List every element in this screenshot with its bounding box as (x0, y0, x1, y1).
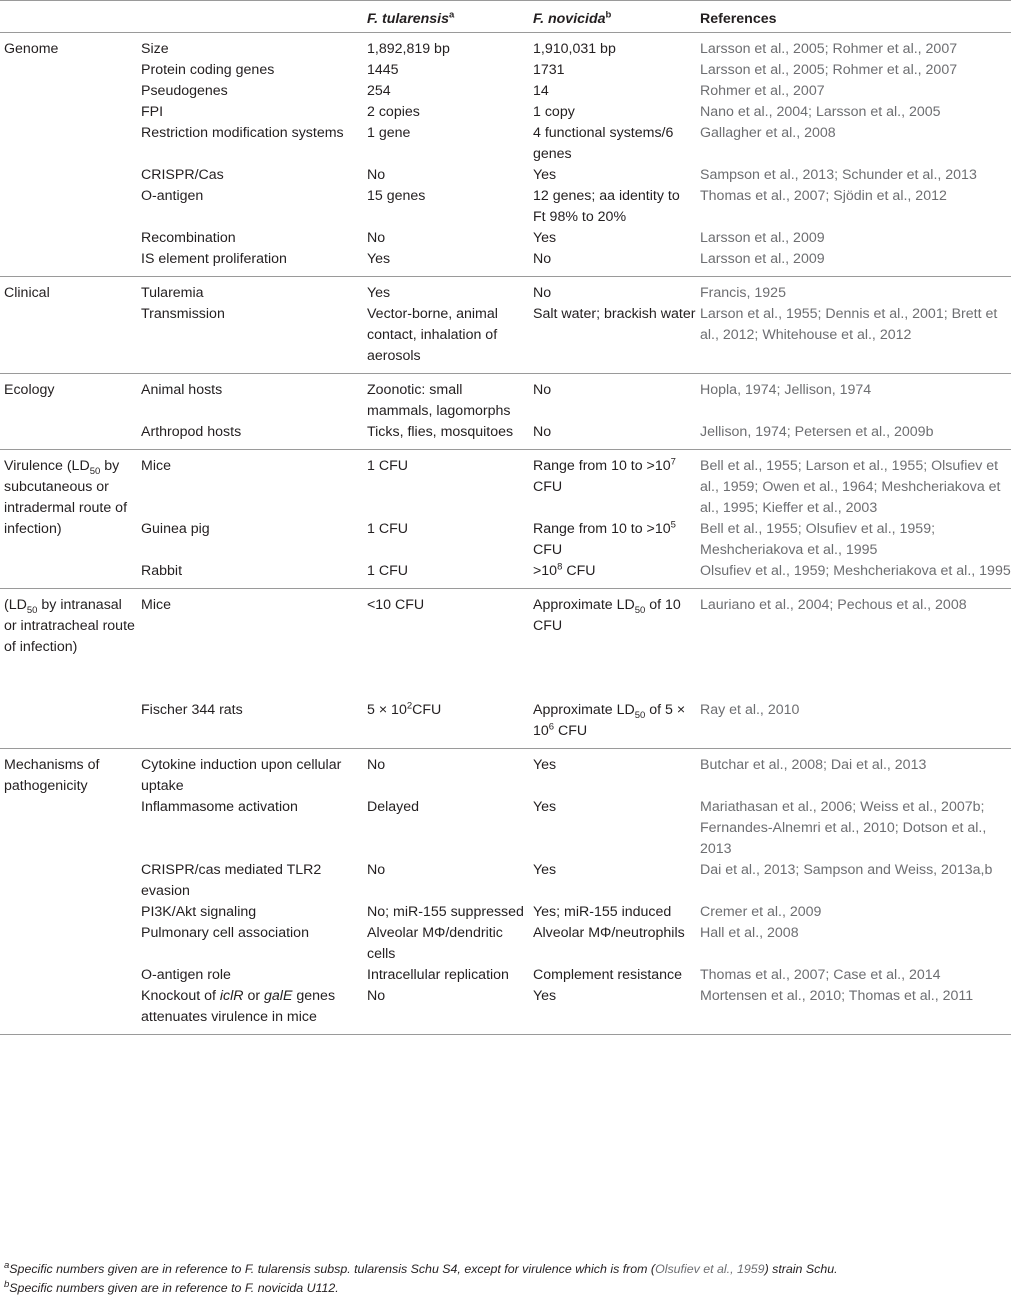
table-row: Protein coding genes 1445 1731 Larsson et al., 2005; Rohmer et al., 2007 (141, 62, 958, 78)
table-row: ($LD_{50}$ by intranasal or intratracheal route of infection) Mice <10 CFU Approximate $LD_{50}$ of 10 CFU Lauriano et al., 2004; Pechous et al., 2008 (0, 589, 1011, 638)
table-row: Ecology Animal hosts Zoonotic: small mammals, lagomorphs No Hopla, 1974; Jellison, 1974 (0, 374, 1011, 423)
section-genome (0, 33, 1011, 277)
table-row: Clinical Tularemia Yes No Francis, 1925 (0, 277, 1011, 305)
table-row: Fischer 344 rats $5 \times 10^2CFU$ Approximate $LD_{50}$ of $5 \times 10^6$ CFU Ray et al., 2010 (141, 700, 800, 739)
table-row: Knockout of iclR or galE genes attenuates virulence in mice No Yes Mortensen et al., 2010; Thomas et al., 2011 (141, 988, 974, 1025)
table-row: IS element proliferation Yes No Larsson et al., 2009 (141, 251, 825, 267)
section-label: ($LD_{50}$ by intranasal or intratracheal route of infection) (4, 597, 135, 655)
section-label: Genome (4, 41, 59, 57)
table-row: CRISPR/Cas No Yes Sampson et al., 2013; Schunder et al., 2013 (141, 167, 977, 183)
table-row: Restriction modification systems 1 gene 4 functional systems/6 genes Gallagher et al., 2008 (141, 125, 836, 162)
table-row: Recombination No Yes Larsson et al., 2009 (141, 230, 825, 246)
section-clinical (0, 277, 1011, 374)
footnote-a: $^a$Specific numbers given are in reference to F. tularensis subsp. tularensis Schu S4, except for virulence which is from (Olsufiev et al., 1959) strain Schu. (4, 1259, 838, 1276)
section-label: Clinical (4, 285, 50, 301)
table-row: Pulmonary cell association Alveolar MΦ/dendritic cells Alveolar MΦ/neutrophils Hall et al., 2008 (141, 925, 799, 962)
table-row: Transmission Vector-borne, animal contact, inhalation of aerosols Salt water; brackish water Larson et al., 1955; Dennis et al., 2001; Brett et al., 2012; Whitehouse et al., 2012 (141, 306, 998, 364)
table-row: Rabbit 1 CFU $>10^8$ CFU Olsufiev et al., 1959; Meshcheriakova et al., 1995 (141, 561, 1011, 579)
table-row: CRISPR/cas mediated TLR2 evasion No Yes Dai et al., 2013; Sampson and Weiss, 2013a,b (141, 862, 993, 899)
table-row: PI3K/Akt signaling No; miR-155 suppressed Yes; miR-155 induced Cremer et al., 2009 (141, 904, 822, 920)
section-label: Mechanisms of pathogenicity (4, 757, 100, 794)
table-row: FPI 2 copies 1 copy Nano et al., 2004; Larsson et al., 2005 (141, 104, 941, 120)
header-category (0, 1, 137, 33)
table-row: Mechanisms of pathogenicity Cytokine induction upon cellular uptake No Yes Butchar et al., 2008; Dai et al., 2013 (0, 749, 1011, 798)
table-row: O-antigen 15 genes 12 genes; aa identity to Ft 98% to 20% Thomas et al., 2007; Sjödin et al., 2012 (141, 188, 947, 225)
table-row: Virulence ($LD_{50}$ by subcutaneous or intradermal route of infection) Mice 1 CFU Range from 10 to $>10^7$ CFU Bell et al., 1955; Larson et al., 1955; Olsufiev et al., 1959; Owen et al., 1964; Meshcheriakova et al., 1995; Kieffer et al., 2003 (0, 450, 1011, 520)
table-row: Pseudogenes 254 14 Rohmer et al., 2007 (141, 83, 825, 99)
section-virulence-intranasal (0, 589, 1011, 749)
table-header (0, 1, 1011, 33)
citation-link[interactable]: Olsufiev et al., 1959 (655, 1262, 765, 1276)
table-row: O-antigen role Intracellular replication Complement resistance Thomas et al., 2007; Case et al., 2014 (141, 967, 941, 983)
section-mechanisms (0, 749, 1011, 1035)
table-footnotes (4, 1260, 1004, 1298)
section-ecology (0, 374, 1011, 450)
header-references: References (700, 11, 777, 27)
footnote-b: $^b$Specific numbers given are in reference to F. novicida U112. (4, 1278, 339, 1295)
table-row: Guinea pig 1 CFU Range from 10 to $>10^5$ CFU Bell et al., 1955; Olsufiev et al., 1959; Meshcheriakova et al., 1995 (141, 519, 936, 558)
header-parameter (137, 1, 363, 33)
section-label: Ecology (4, 382, 55, 398)
table-row: Inflammasome activation Delayed Yes Mariathasan et al., 2006; Weiss et al., 2007b; Fernandes-Alnemri et al., 2010; Dotson et al., 2013 (141, 799, 987, 857)
header-f-novicida: F. novicida$^b$ (533, 9, 612, 27)
table-row: Arthropod hosts Ticks, flies, mosquitoes No Jellison, 1974; Petersen et al., 2009b (141, 424, 934, 440)
section-label: Virulence ($LD_{50}$ by subcutaneous or intradermal route of infection) (4, 458, 128, 537)
header-f-tularensis: F. tularensis$^a$ (367, 9, 455, 27)
section-virulence-subcutaneous (0, 450, 1011, 589)
table-row: Genome Size 1,892,819 bp 1,910,031 bp Larsson et al., 2005; Rohmer et al., 2007 (0, 33, 1011, 61)
